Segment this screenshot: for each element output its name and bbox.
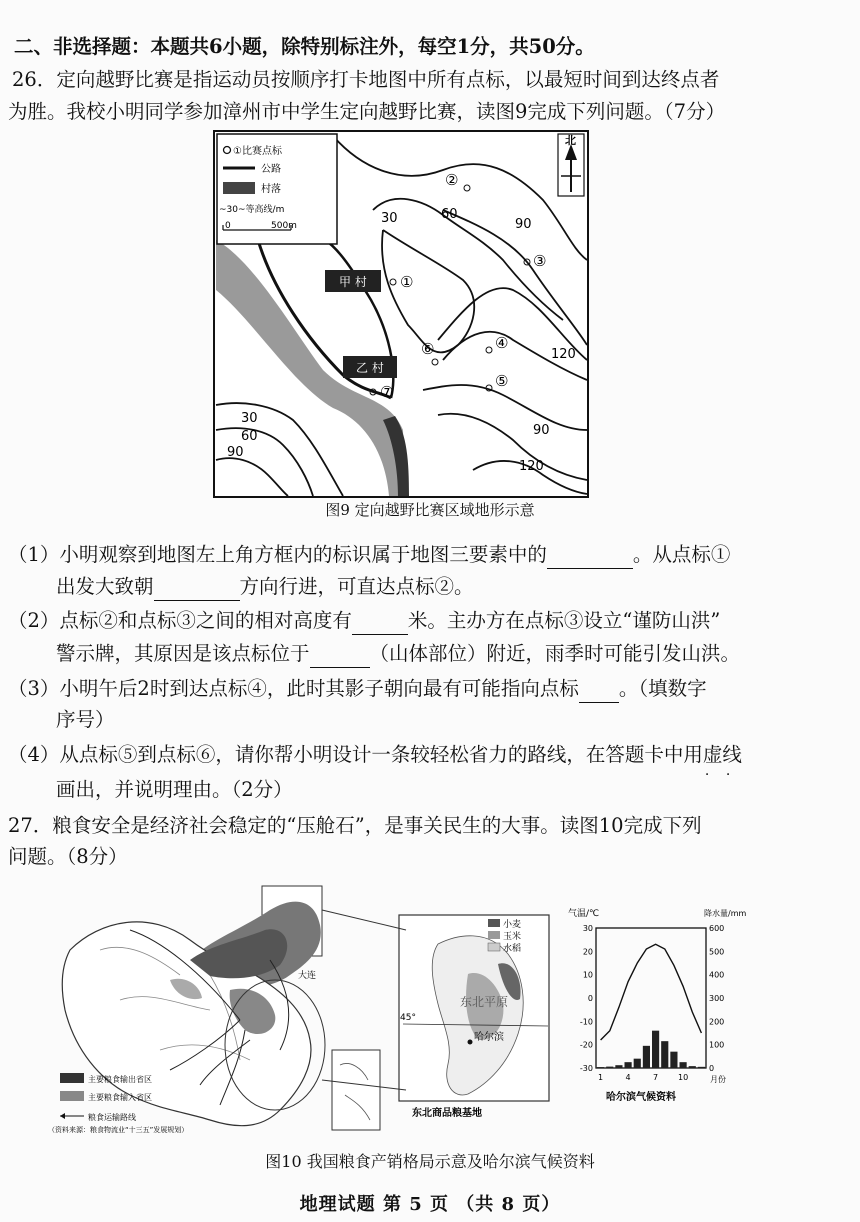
marker-6: ⑥ [421, 340, 435, 358]
scale-500: 500m [271, 221, 297, 231]
y-tick-label: 30 [582, 924, 593, 933]
q26-intro-line2: 为胜。我校小明同学参加漳州市中学生定向越野比赛，读图9完成下列问题。（7分） [8, 100, 726, 123]
contour-label: 120 [551, 347, 576, 362]
legend-point: ①比赛点标 [233, 146, 282, 157]
y2-tick-label: 500 [709, 947, 725, 957]
y-tick-label: 20 [582, 947, 593, 957]
x-tick-label: 10 [677, 1073, 689, 1082]
inset-rice: 水稻 [503, 944, 522, 954]
scale-0: 0 [225, 221, 231, 231]
x-tick-label: 4 [625, 1073, 631, 1082]
precipitation-bar [606, 1067, 613, 1068]
legend-in: 主要粮食输入省区 [88, 1093, 152, 1102]
q26-part2-line2: 警示牌，其原因是该点标位于 （山体部位）附近，雨季时可能引发山洪。 [56, 640, 850, 668]
contour-label: 90 [533, 423, 550, 438]
y2-tick-label: 400 [709, 970, 725, 980]
y2-tick-label: 200 [709, 1017, 725, 1027]
q26-part3-line2: 序号） [56, 708, 115, 731]
marker-5: ⑤ [495, 372, 509, 390]
climate-month-unit: 月份 [710, 1075, 726, 1084]
legend-out: 主要粮食输出省区 [88, 1075, 152, 1084]
answer-blank[interactable] [154, 578, 240, 601]
marker-2: ② [445, 171, 459, 189]
precipitation-bar [689, 1066, 696, 1068]
contour-label: 120 [519, 459, 544, 474]
y2-tick-label: 300 [709, 994, 725, 1003]
inset-latitude: 45° [400, 1013, 416, 1023]
data-source: （资料来源：粮食物流业“十三五”发展规划） [48, 1126, 189, 1134]
temperature-line [601, 944, 702, 1040]
precipitation-bar [680, 1062, 687, 1068]
contour-label: 60 [241, 429, 258, 444]
village-jia-label: 甲 村 [339, 275, 367, 289]
section-header: 二、非选择题：本题共6小题，除特别标注外，每空1分，共50分。 [14, 35, 595, 58]
precipitation-bar [625, 1062, 632, 1068]
y-tick-label: -30 [579, 1064, 593, 1073]
fig10-caption: 图10 我国粮食产销格局示意及哈尔滨气候资料 [265, 1152, 595, 1171]
fig9-topographic-map [213, 130, 589, 498]
marker-7: ⑦ [380, 383, 394, 401]
y2-tick-label: 600 [709, 924, 725, 933]
marker-4: ④ [495, 334, 509, 352]
page-footer: 地理试题 第 5 页 （共 8 页） [299, 1194, 561, 1215]
precipitation-bar [661, 1041, 668, 1068]
legend-village: 村落 [261, 184, 281, 195]
climate-right-unit: 降水量/mm [704, 909, 746, 918]
q27-intro-line1: 27．粮食安全是经济社会稳定的“压舱石”，是事关民生的大事。读图10完成下列 [8, 814, 702, 837]
dalian-label: 大连 [298, 971, 317, 981]
inset-corn: 玉米 [503, 932, 522, 942]
q26-part1-line2: 出发大致朝 方向行进，可直达点标②。 [56, 573, 850, 601]
contour-label: 90 [227, 445, 244, 460]
precipitation-bar [652, 1031, 659, 1068]
fig10-northeast-inset [398, 914, 564, 1124]
inset-harbin: 哈尔滨 [474, 1032, 504, 1043]
answer-blank[interactable] [547, 546, 633, 569]
y-tick-label: -20 [579, 1040, 593, 1050]
q26-part2-line1: （2）点标②和点标③之间的相对高度有 米。主办方在点标③设立“谨防山洪” [8, 607, 850, 635]
marker-1: ① [400, 273, 414, 291]
inset-plain-label: 东北平原 [460, 995, 509, 1009]
answer-blank[interactable] [352, 612, 408, 635]
answer-blank[interactable] [579, 680, 619, 703]
river-label: 河 [227, 328, 238, 341]
contour-label: 30 [241, 411, 258, 426]
contour-label: 90 [515, 217, 532, 232]
emphasis-dots: 虚线 · · [703, 743, 742, 766]
y2-tick-label: 100 [709, 1040, 725, 1050]
precipitation-bar [643, 1046, 650, 1068]
fig9-caption: 图9 定向越野比赛区域地形示意 [325, 501, 535, 519]
village-yi-label: 乙 村 [356, 361, 384, 375]
precipitation-bar [634, 1059, 641, 1068]
contour-label: 60 [441, 207, 458, 222]
legend-road: 公路 [261, 164, 281, 175]
inset-title: 东北商品粮基地 [412, 1108, 482, 1119]
legend-route: 粮食运输路线 [88, 1113, 136, 1122]
legend-contour: ~30~等高线/m [219, 205, 285, 215]
harbin-climate-chart [566, 902, 746, 1112]
y-tick-label: 0 [587, 994, 593, 1003]
precipitation-bar [615, 1065, 622, 1068]
y2-tick-label: 0 [709, 1064, 715, 1073]
q27-intro-line2: 问题。（8分） [8, 845, 128, 868]
climate-left-unit: 气温/℃ [568, 909, 600, 919]
contour-label: 30 [381, 211, 398, 226]
precipitation-bar [698, 1067, 705, 1068]
q26-intro-line1: 26．定向越野比赛是指运动员按顺序打卡地图中所有点标，以最短时间到达终点者 [12, 68, 720, 91]
marker-3: ③ [533, 252, 547, 270]
x-tick-label: 7 [653, 1073, 659, 1082]
north-label: 北 [565, 134, 576, 147]
river-label: 流 [279, 378, 290, 391]
answer-blank[interactable] [310, 645, 370, 668]
inset-wheat: 小麦 [503, 920, 522, 930]
connector-lines [320, 900, 410, 1100]
q26-part4-line2: 画出，并说明理由。（2分） [56, 778, 293, 801]
climate-title: 哈尔滨气候资料 [606, 1092, 676, 1103]
precipitation-bar [597, 1067, 604, 1068]
precipitation-bar [670, 1052, 677, 1068]
y-tick-label: 10 [582, 970, 593, 980]
q26-part3-line1: （3）小明午后2时到达点标④，此时其影子朝向最有可能指向点标 。（填数字 [8, 675, 850, 703]
x-tick-label: 1 [598, 1073, 604, 1082]
y-tick-label: -10 [579, 1017, 593, 1027]
q26-part4-line1: （4）从点标⑤到点标⑥，请你帮小明设计一条较轻松省力的路线，在答题卡中用虚线 · · [8, 741, 850, 769]
q26-part1-line1: （1）小明观察到地图左上角方框内的标识属于地图三要素中的 。从点标① [8, 541, 850, 569]
